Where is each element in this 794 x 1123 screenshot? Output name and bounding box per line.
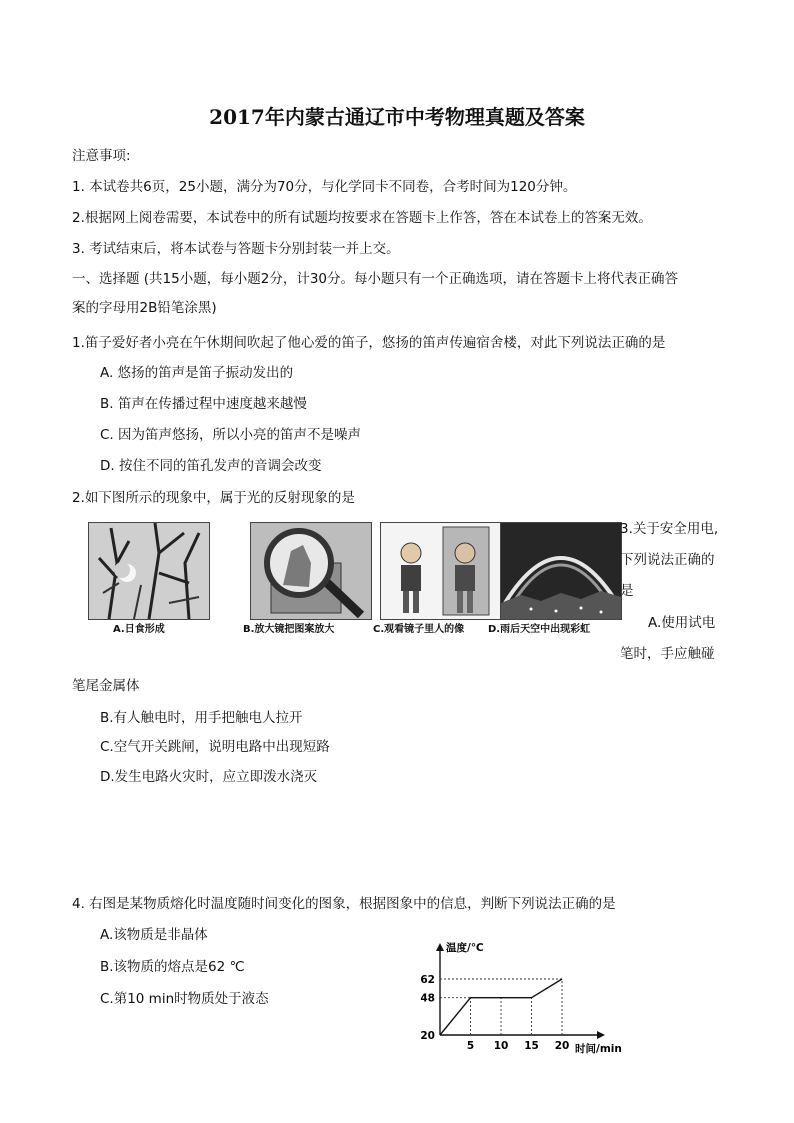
question-3-option-a: 笔尾金属体	[72, 678, 140, 694]
question-1-option-b: B. 笛声在传播过程中速度越来越慢	[100, 396, 307, 412]
question-3-option-a: 笔时，手应触碰	[620, 646, 715, 662]
figure-caption-c: C.观看镜子里人的像	[373, 624, 465, 635]
tick-label: 48	[420, 992, 435, 1005]
figure-caption-a: A.日食形成	[113, 624, 165, 635]
figure-magnifier	[250, 522, 372, 620]
figure-caption-b: B.放大镜把图案放大	[243, 624, 335, 635]
y-axis-label: 温度/℃	[446, 942, 484, 954]
question-3-stem: 下列说法正确的	[620, 552, 715, 568]
tick-label: 15	[524, 1040, 539, 1052]
figure-eclipse	[88, 522, 210, 620]
x-axis-label: 时间/min	[575, 1043, 622, 1055]
page-title: 2017年内蒙古通辽市中考物理真题及答案	[209, 105, 585, 129]
question-3-option-b: B.有人触电时，用手把触电人拉开	[100, 710, 303, 726]
notice-item: 3. 考试结束后，将本试卷与答题卡分别封装一并上交。	[72, 241, 400, 257]
question-4-option-b: B.该物质的熔点是62 ℃	[100, 959, 245, 975]
question-1-stem: 1.笛子爱好者小亮在午休期间吹起了他心爱的笛子，悠扬的笛声传遍宿舍楼，对此下列说法正确的是	[72, 335, 666, 351]
question-3-option-a: A.使用试电	[648, 615, 716, 631]
figure-caption-d: D.雨后天空中出现彩虹	[488, 624, 591, 635]
x-axis-arrow	[597, 1031, 605, 1039]
question-1-option-c: C. 因为笛声悠扬，所以小亮的笛声不是噪声	[100, 427, 362, 443]
tick-label: 62	[420, 974, 435, 986]
melting-curve-chart	[405, 937, 635, 1062]
figure-mirror	[380, 522, 502, 620]
question-3-stem: 3.关于安全用电,	[620, 521, 719, 537]
notice-heading: 注意事项:	[72, 148, 131, 164]
question-4-option-a: A.该物质是非晶体	[100, 927, 208, 943]
question-4-stem: 4. 右图是某物质熔化时温度随时间变化的图象，根据图象中的信息，判断下列说法正确的是	[72, 896, 616, 912]
section-heading-cont: 案的字母用2B铅笔涂黑)	[72, 300, 217, 316]
question-4-option-c: C.第10 min时物质处于液态	[100, 991, 269, 1007]
question-3-option-c: C.空气开关跳闸，说明电路中出现短路	[100, 739, 330, 755]
notice-item: 1. 本试卷共6页，25小题，满分为70分，与化学同卡不同卷，合考时间为120分钟。	[72, 179, 577, 195]
tick-label: 5	[466, 1040, 475, 1052]
tick-label: 20	[554, 1040, 570, 1052]
question-1-option-d: D. 按住不同的笛孔发声的音调会改变	[100, 458, 322, 474]
notice-item: 2.根据网上阅卷需要，本试卷中的所有试题均按要求在答题卡上作答，答在本试卷上的答案无效。	[72, 210, 652, 226]
question-3-option-d: D.发生电路火灾时，应立即泼水浇灭	[100, 769, 318, 785]
question-2-stem: 2.如下图所示的现象中，属于光的反射现象的是	[72, 490, 355, 506]
tick-label: 10	[493, 1040, 509, 1052]
question-1-option-a: A. 悠扬的笛声是笛子振动发出的	[100, 365, 294, 381]
figure-rainbow	[500, 522, 622, 620]
y-axis-arrow	[436, 943, 444, 951]
tick-label: 20	[420, 1030, 435, 1042]
question-3-stem: 是	[620, 583, 634, 599]
section-heading: 一、选择题 (共15小题，每小题2分，计30分。每小题只有一个正确选项，请在答题卡上将代表正确答	[72, 271, 679, 287]
